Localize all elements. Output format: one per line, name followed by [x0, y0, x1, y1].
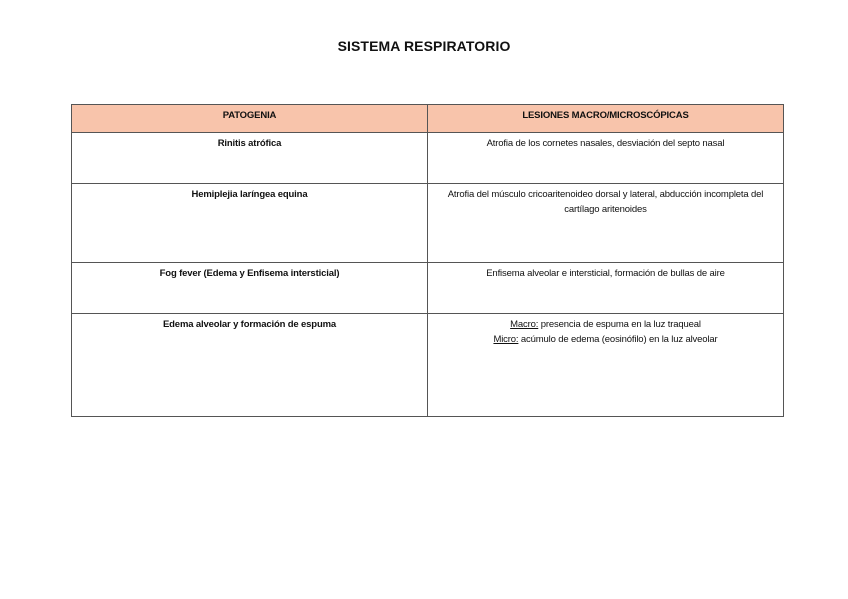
table-row	[72, 263, 784, 314]
patogenia-cell: Edema alveolar y formación de espuma	[72, 314, 428, 417]
table-row	[72, 184, 784, 263]
patogenia-cell: Hemiplejia laríngea equina	[72, 184, 428, 263]
patogenia-cell: Fog fever (Edema y Enfisema intersticial)	[72, 263, 428, 314]
lesiones-cell: Atrofia de los cornetes nasales, desviación del septo nasal	[428, 133, 784, 184]
header-lesiones: LESIONES MACRO/MICROSCÓPICAS	[428, 105, 784, 133]
lesiones-cell	[428, 314, 784, 417]
macro-text: presencia de espuma en la luz traqueal	[538, 319, 701, 330]
micro-text: acúmulo de edema (eosinófilo) en la luz alveolar	[518, 334, 718, 345]
page-title: SISTEMA RESPIRATORIO	[337, 38, 511, 54]
lesiones-cell: Atrofia del músculo cricoaritenoideo dorsal y lateral, abducción incompleta del cartílago aritenoides	[428, 184, 784, 263]
patogenia-cell: Rinitis atrófica	[72, 133, 428, 184]
table-row	[72, 314, 784, 417]
table-row	[72, 133, 784, 184]
micro-line	[436, 332, 775, 347]
header-patogenia: PATOGENIA	[72, 105, 428, 133]
macro-line	[436, 317, 775, 332]
patogenia-table	[71, 104, 784, 417]
macro-label: Macro:	[510, 319, 539, 330]
micro-label: Micro:	[493, 334, 519, 345]
table-header-row	[72, 105, 784, 133]
lesiones-cell: Enfisema alveolar e intersticial, formación de bullas de aire	[428, 263, 784, 314]
